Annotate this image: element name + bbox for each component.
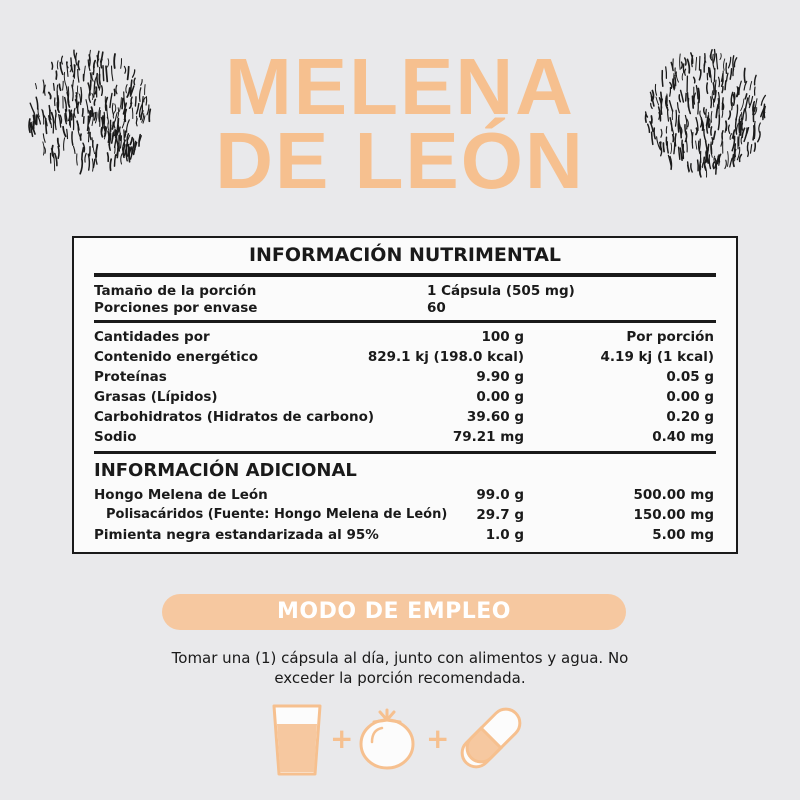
panel-title: INFORMACIÓN NUTRIMENTAL	[248, 244, 562, 266]
usage-instructions	[80, 648, 720, 688]
nutrient-name: Carbohidratos (Hidratos de carbono)	[94, 409, 375, 425]
quantities-header-per-100: 100 g	[481, 329, 524, 345]
usage-title-pill: MODO DE EMPLEO	[162, 594, 626, 630]
nutrient-name: Sodio	[94, 429, 137, 445]
additional-info-title: INFORMACIÓN ADICIONAL	[94, 460, 357, 481]
nutrient-name: Grasas (Lípidos)	[94, 389, 218, 405]
divider	[94, 451, 716, 454]
nutrient-per-serving: 0.05 g	[666, 369, 714, 385]
quantities-header-per-serving: Por porción	[626, 329, 714, 345]
glass-of-water-icon	[270, 702, 324, 778]
additional-name: Pimienta negra estandarizada al 95%	[94, 527, 379, 543]
divider	[94, 320, 716, 323]
divider	[94, 273, 716, 277]
plus-sign: +	[426, 722, 450, 755]
nutrient-per-100: 829.1 kj (198.0 kcal)	[367, 349, 524, 365]
usage-line-1: Tomar una (1) cápsula al día, junto con alimentos y agua. No	[171, 649, 629, 667]
nutrient-per-serving: 4.19 kj (1 kcal)	[600, 349, 714, 365]
nutrient-per-100: 39.60 g	[466, 409, 524, 425]
quantities-header-label: Cantidades por	[94, 329, 210, 345]
product-title-line-1: MELENA	[225, 42, 575, 131]
nutrient-name: Proteínas	[94, 369, 167, 385]
plus-sign: +	[330, 722, 354, 755]
nutrient-per-serving: 0.20 g	[666, 409, 714, 425]
portions-value: 60	[427, 300, 446, 316]
nutrient-per-serving: 0.00 g	[666, 389, 714, 405]
additional-name: Hongo Melena de León	[94, 487, 268, 503]
additional-name: Polisacáridos (Fuente: Hongo Melena de León)	[106, 507, 448, 522]
additional-per-serving: 5.00 mg	[652, 527, 714, 543]
additional-per-100: 1.0 g	[485, 527, 524, 543]
lions-mane-mushroom-icon	[630, 36, 780, 186]
nutrient-per-100: 79.21 mg	[452, 429, 524, 445]
serving-size-label: Tamaño de la porción	[94, 283, 257, 299]
additional-per-100: 99.0 g	[476, 487, 524, 503]
nutrient-per-100: 0.00 g	[476, 389, 524, 405]
product-title-line-2: DE LEÓN	[215, 116, 585, 205]
serving-size-value: 1 Cápsula (505 mg)	[427, 283, 575, 299]
nutrient-name: Contenido energético	[94, 349, 259, 365]
portions-label: Porciones por envase	[94, 300, 258, 316]
tomato-icon	[358, 706, 416, 770]
additional-per-serving: 150.00 mg	[633, 507, 714, 523]
additional-per-100: 29.7 g	[476, 507, 524, 523]
additional-per-serving: 500.00 mg	[633, 487, 714, 503]
nutrient-per-serving: 0.40 mg	[652, 429, 714, 445]
capsule-icon	[452, 700, 530, 776]
nutrition-facts-panel	[72, 236, 738, 554]
nutrient-per-100: 9.90 g	[476, 369, 524, 385]
lions-mane-mushroom-icon	[14, 36, 164, 186]
usage-line-2: exceder la porción recomendada.	[274, 669, 526, 687]
